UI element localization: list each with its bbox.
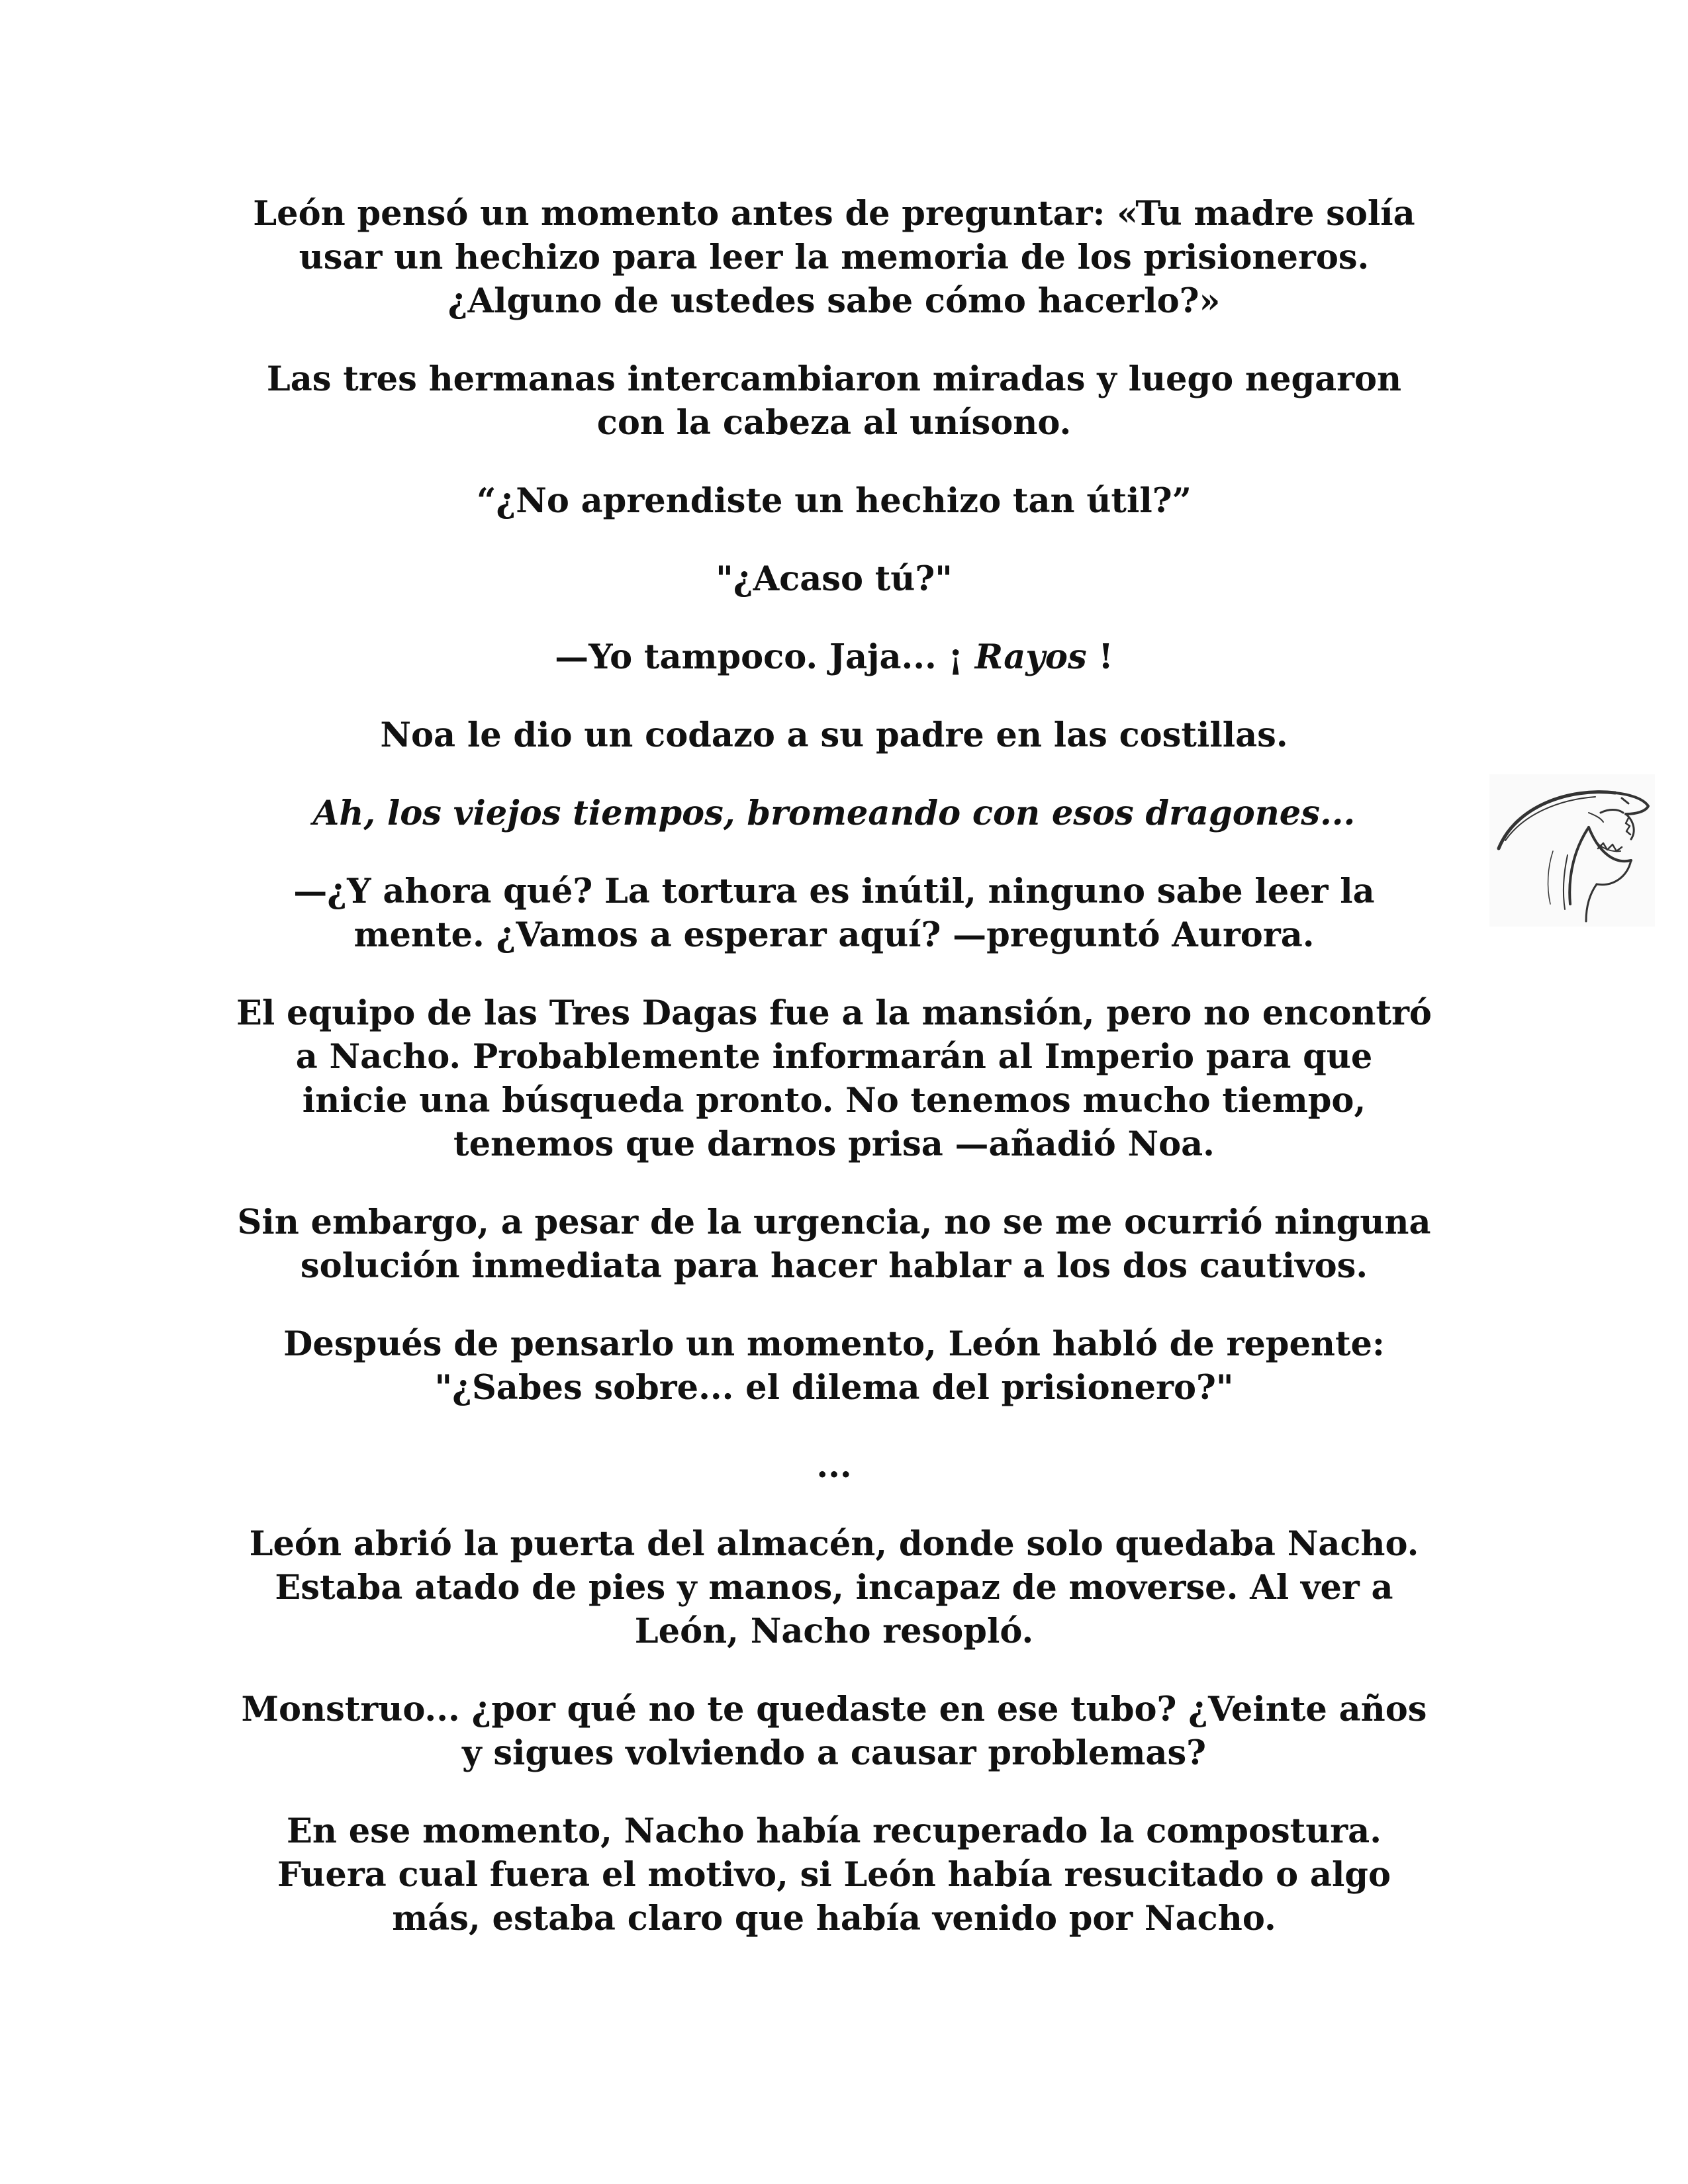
text-line: usar un hechizo para leer la memoria de los prisioneros. [299, 238, 1370, 277]
text-line: tenemos que darnos prisa —añadió Noa. [453, 1124, 1215, 1164]
text-line: —¿Y ahora qué? La tortura es inútil, ninguno sabe leer la [293, 872, 1375, 911]
dragon-head-sketch-icon [1489, 774, 1655, 927]
text-line: "¿Sabes sobre... el dilema del prisionero?" [434, 1368, 1234, 1408]
text-line: León pensó un momento antes de preguntar: «Tu madre solía [253, 194, 1415, 234]
text-line: León, Nacho resopló. [634, 1612, 1034, 1651]
text-line: “¿No aprendiste un hechizo tan útil?” [477, 481, 1192, 521]
text-line: En ese momento, Nacho había recuperado la compostura. [287, 1811, 1382, 1851]
text-line: Noa le dio un codazo a su padre en las costillas. [380, 715, 1288, 755]
paragraph [218, 991, 1450, 1166]
text-line: El equipo de las Tres Dagas fue a la mansión, pero no encontró [236, 993, 1432, 1033]
text-segment: ! [1086, 637, 1113, 677]
paragraph [218, 1322, 1450, 1410]
paragraph [218, 1688, 1450, 1775]
text-line: Monstruo... ¿por qué no te quedaste en ese tubo? ¿Veinte años [241, 1690, 1427, 1729]
text-line: Las tres hermanas intercambiaron miradas y luego negaron [266, 359, 1402, 399]
paragraph [218, 479, 1450, 523]
paragraph [218, 1201, 1450, 1288]
scene-break [218, 1444, 1450, 1488]
paragraph [218, 635, 1450, 679]
text-line: ... [816, 1446, 852, 1486]
text-line: Estaba atado de pies y manos, incapaz de moverse. Al ver a [275, 1568, 1393, 1608]
text-line: Fuera cual fuera el motivo, si León había resucitado o algo [277, 1855, 1391, 1895]
paragraph [218, 870, 1450, 957]
text-line: "¿Acaso tú?" [716, 559, 953, 599]
text-line: mente. ¿Vamos a esperar aquí? —preguntó Aurora. [353, 915, 1315, 955]
page-body [218, 192, 1450, 1975]
text-line: León abrió la puerta del almacén, donde solo quedaba Nacho. [249, 1524, 1419, 1564]
text-segment: —Yo tampoco. Jaja... ¡ [555, 637, 975, 677]
text-line: Sin embargo, a pesar de la urgencia, no se me ocurrió ninguna [237, 1203, 1431, 1242]
text-line: inicie una búsqueda pronto. No tenemos mucho tiempo, [302, 1081, 1366, 1120]
paragraph [218, 192, 1450, 323]
paragraph [218, 1809, 1450, 1940]
emphasized-word: Rayos [974, 637, 1087, 677]
text-line: con la cabeza al unísono. [596, 403, 1072, 443]
paragraph [218, 357, 1450, 445]
text-line: a Nacho. Probablemente informarán al Imperio para que [295, 1037, 1373, 1077]
paragraph [218, 557, 1450, 601]
dragon-illustration [1489, 774, 1655, 927]
text-line: más, estaba claro que había venido por Nacho. [392, 1899, 1276, 1938]
text-line: y sigues volviendo a causar problemas? [461, 1733, 1207, 1773]
paragraph [218, 1522, 1450, 1653]
text-line: solución inmediata para hacer hablar a los dos cautivos. [300, 1246, 1368, 1286]
paragraph [218, 713, 1450, 757]
text-line: Después de pensarlo un momento, León habló de repente: [283, 1324, 1385, 1364]
text-line: Ah, los viejos tiempos, bromeando con esos dragones... [312, 794, 1356, 833]
italic-thought [218, 792, 1450, 835]
text-line: ¿Alguno de ustedes sabe cómo hacerlo?» [447, 281, 1221, 321]
